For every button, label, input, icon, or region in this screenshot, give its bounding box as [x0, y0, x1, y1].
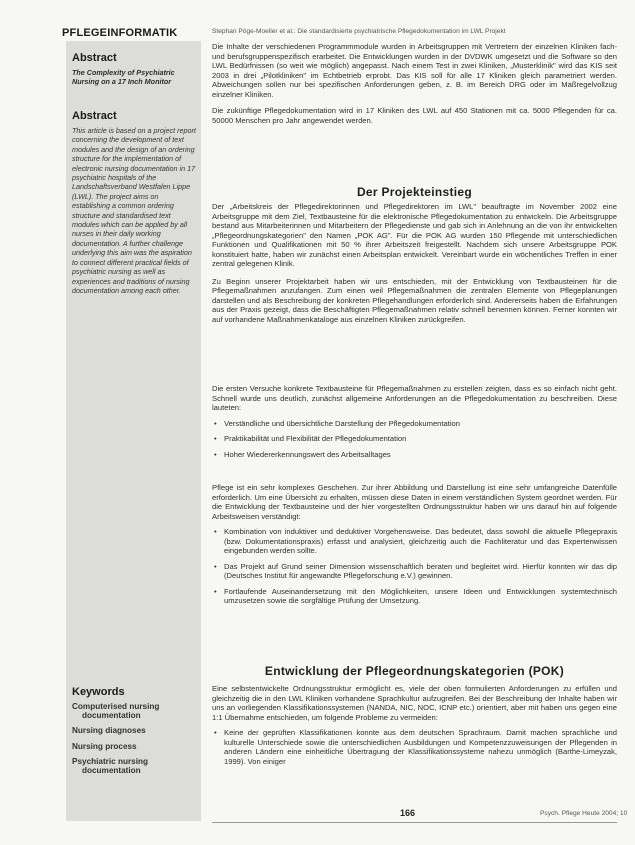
projekteinstieg-section — [212, 202, 617, 324]
keyword-item — [72, 726, 197, 735]
method-item: • Fortlaufende Auseinandersetzung mit den Möglichkeiten, unsere Ideen und Entwicklungen systemtechnisch umzusetzen sowie die sorgfältige Prüfung der Umsetzung. — [224, 587, 617, 606]
keyword-line-indent: documentation — [82, 766, 141, 776]
keyword-line: Computerised nursing — [72, 702, 160, 711]
abstract-heading: Abstract — [72, 52, 117, 64]
keyword-item — [72, 757, 197, 775]
pok-section — [212, 684, 617, 772]
abstract-heading-2: Abstract — [72, 110, 117, 122]
pok-list — [212, 728, 617, 766]
pok-paragraph-1: Eine selbstentwickelte Ordnungsstruktur ermöglicht es, viele der oben formulierten Anforderungen zu erfüllen und gleichzeitig die in den LWL Kliniken vorhandene Sprachkultur aufzugreifen. Bei der Beschreibung der Inhalte haben wir uns an vorliegenden Klassifikationssystemen (NANDA, NIC, NOC, ICNP etc.) orientiert, aber mit haben uns gegen eine 1:1 Übernahme entschieden, um folgende Probleme zu vermeiden: — [212, 684, 617, 722]
heading-pok: Entwicklung der Pflegeordnungskategorien (POK) — [264, 664, 565, 678]
keyword-line: Nursing process — [72, 741, 137, 751]
requirements-intro: Die ersten Versuche konkrete Textbausteine für Pflegemaßnahmen zu erstellen zeigten, dass es so einfach nicht geht. Schnell wurde uns deutlich, zunächst allgemeine Anforderungen an die Pflegedokumentation zu beschreiben. Diese lauteten: — [212, 384, 617, 412]
requirements-section — [212, 384, 617, 465]
pok-heading-wrap — [212, 664, 617, 678]
keyword-item — [72, 702, 197, 720]
requirement-item: • Hoher Wiedererkennungswert des Arbeitsalltages — [224, 450, 617, 460]
footer-rule — [212, 822, 617, 823]
methods-intro: Pflege ist ein sehr komplexes Geschehen. Zur ihrer Abbildung und Darstellung ist eine sehr umfangreiche Datenfülle erforderlich. Um eine Übersicht zu erhalten, müssen diese Daten in einem verständlichen System geordnet werden. Für die Entwicklung der Textbausteine und der hier vorgestellten Ordnungsstruktur haben wir uns darauf hin auf folgende Arbeitsweisen verständigt: — [212, 483, 617, 521]
method-item: • Das Projekt auf Grund seiner Dimension wissenschaftlich beraten und begleitet wird. Hierfür konnten wir das dip (Deutsches Institut für angewandte Pflegeforschung e.V.) gewinnen. — [224, 562, 617, 581]
sidebar-abstract-en — [72, 52, 197, 87]
keywords-heading: Keywords — [72, 686, 125, 698]
pok-item: • Keine der geprüften Klassifikationen konnte aus dem deutschen Sprachraum. Damit machen sprachliche und kulturelle Unterschiede sowie die unterschiedlichen Ausbildungen und Kompetenzzuweisungen der Pflegenden in anderen Ländern eine einheitliche Übertragung der Klassifikationssysteme nahezu unmöglich (Barthe-Limeyzak, 1999). Von einiger — [224, 728, 617, 766]
keyword-line: Psychiatric nursing — [72, 756, 148, 766]
heading-projekteinstieg: Der Projekteinstieg — [356, 185, 473, 199]
methods-section — [212, 483, 617, 612]
page-number: 166 — [400, 808, 416, 818]
method-item: • Kombination von induktiver und deduktiver Vorgehensweise. Das bedeutet, dass sowohl die aktuelle Pflegepraxis (bzw. Dokumentationspraxis) erfasst und analysiert, gleichzeitig auch die Fachliteratur und das Expertenwissen eingebunden werden sollte. — [224, 527, 617, 556]
keywords-list — [72, 702, 197, 775]
projekteinstieg-heading-wrap — [212, 185, 617, 199]
sidebar-keywords — [72, 686, 197, 781]
running-head: Stephan Pöge-Moeller et al.: Die standardisierte psychiatrische Pflegedokumentation im LWL Projekt — [212, 28, 506, 35]
abstract-text: This article is based on a project report concerning the development of text modules and the design of an ordering structure for the implementation of electronic nursing documentation in 17 psychiatric hospitals of the Landschaftsverband Westfalen Lippe (LWL). The project aims on establishing a common ordering structure and standardised text modules which can be applied by all nurses in their daily working documentation. A further challenge underlying this aim was the aspiration to connect different practical fields of psychiatric nursing as well as experiences and traditions of nursing documentation among each other. — [72, 126, 196, 295]
abstract-title: The Complexity of Psychiatric Nursing on a 17 Inch Monitor — [72, 68, 175, 87]
keyword-item — [72, 742, 197, 751]
keyword-line-indent: documentation — [82, 711, 141, 721]
section-label: PFLEGEINFORMATIK — [62, 27, 178, 39]
projekteinstieg-paragraph-2: Zu Beginn unserer Projektarbeit haben wir uns entschieden, mit der Entwicklung von Textbausteinen für die Pflegemaßnahmen anzufangen. Zum einen weil Pflegemaßnahmen die zentralen Elemente von Pflegeplanungen darstellen und als Beschreibung der konkreten Pflegehandlungen erforderlich sind. Andererseits haben die Erfahrungen aus der Praxis gezeigt, dass die Beschäftigten Pflegemaßnahmen relativ schnell benennen können. Ferner konnten wir auf vorhandene Maßnahmenkataloge aus einzelnen Kliniken zurückgreifen. — [212, 276, 617, 324]
sidebar-abstract-text — [72, 110, 197, 295]
requirement-item: • Verständliche und übersichtliche Darstellung der Pflegedokumentation — [224, 419, 617, 429]
intro-paragraph-2: Die zukünftige Pflegedokumentation wird in 17 Kliniken des LWL auf 450 Stationen mit ca. 5000 Pflegenden für ca. 50000 Menschen pro Jahr angewendet werden. — [212, 106, 617, 125]
intro-paragraph-1: Die Inhalte der verschiedenen Programmmodule wurden in Arbeitsgruppen mit Vertretern der einzelnen Kliniken fach- und berufsgruppenspezifisch erarbeitet. Die Entwicklungen wurden in der DVDWK umgesetzt und die Software so den LWL Bedürfnissen (so weit wie möglich) angepasst. Nach einem Test in zwei Kliniken, „Musterklinik" wird das KIS seit 2003 in drei „Pilotkliniken" im Echtbetrieb erprobt. Das KIS soll für alle 17 Kliniken gleich parametriert werden. Abweichungen sollen nur bei spezifischen Anforderungen geben, z. B. im Bereich DRG oder im Maßregelvollzug einzelner Kliniken. — [212, 42, 617, 99]
requirements-list — [212, 419, 617, 460]
keyword-line: Nursing diagnoses — [72, 726, 146, 736]
methods-list — [212, 527, 617, 606]
journal-reference: Psych. Pflege Heute 2004; 10 — [540, 810, 628, 817]
requirement-item: • Praktikabilität und Flexibilität der Pflegedokumentation — [224, 434, 617, 444]
projekteinstieg-paragraph-1: Der „Arbeitskreis der Pflegedirektorinnen und Pflegedirektoren im LWL" beauftragte im November 2002 eine Arbeitsgruppe mit dem Ziel, Textbausteine für die elektronische Pflegedokumentation zu entwickeln. Die Arbeitsgruppe bestand aus Mitarbeiterinnen und Mitarbeitern der Pflegedienste und gab sich in Anlehnung an die von ihr entwickelten „Pflegeordnungskategorien" den Namen „POK AG". Für die POK AG wurden 150 Pflegende mit unterschiedlichen Funktionen und Qualifikationen mit 50 % ihrer Arbeitszeit freigestellt. Nachdem sich unsere Arbeitsgruppe POK konstituiert hatte, haben wir zunächst einen Arbeitsplan entwickelt. Vereinbart wurde ein wöchentliches Treffen in einer zentral gelegenen Klinik. — [212, 202, 617, 268]
intro-section — [212, 42, 617, 125]
